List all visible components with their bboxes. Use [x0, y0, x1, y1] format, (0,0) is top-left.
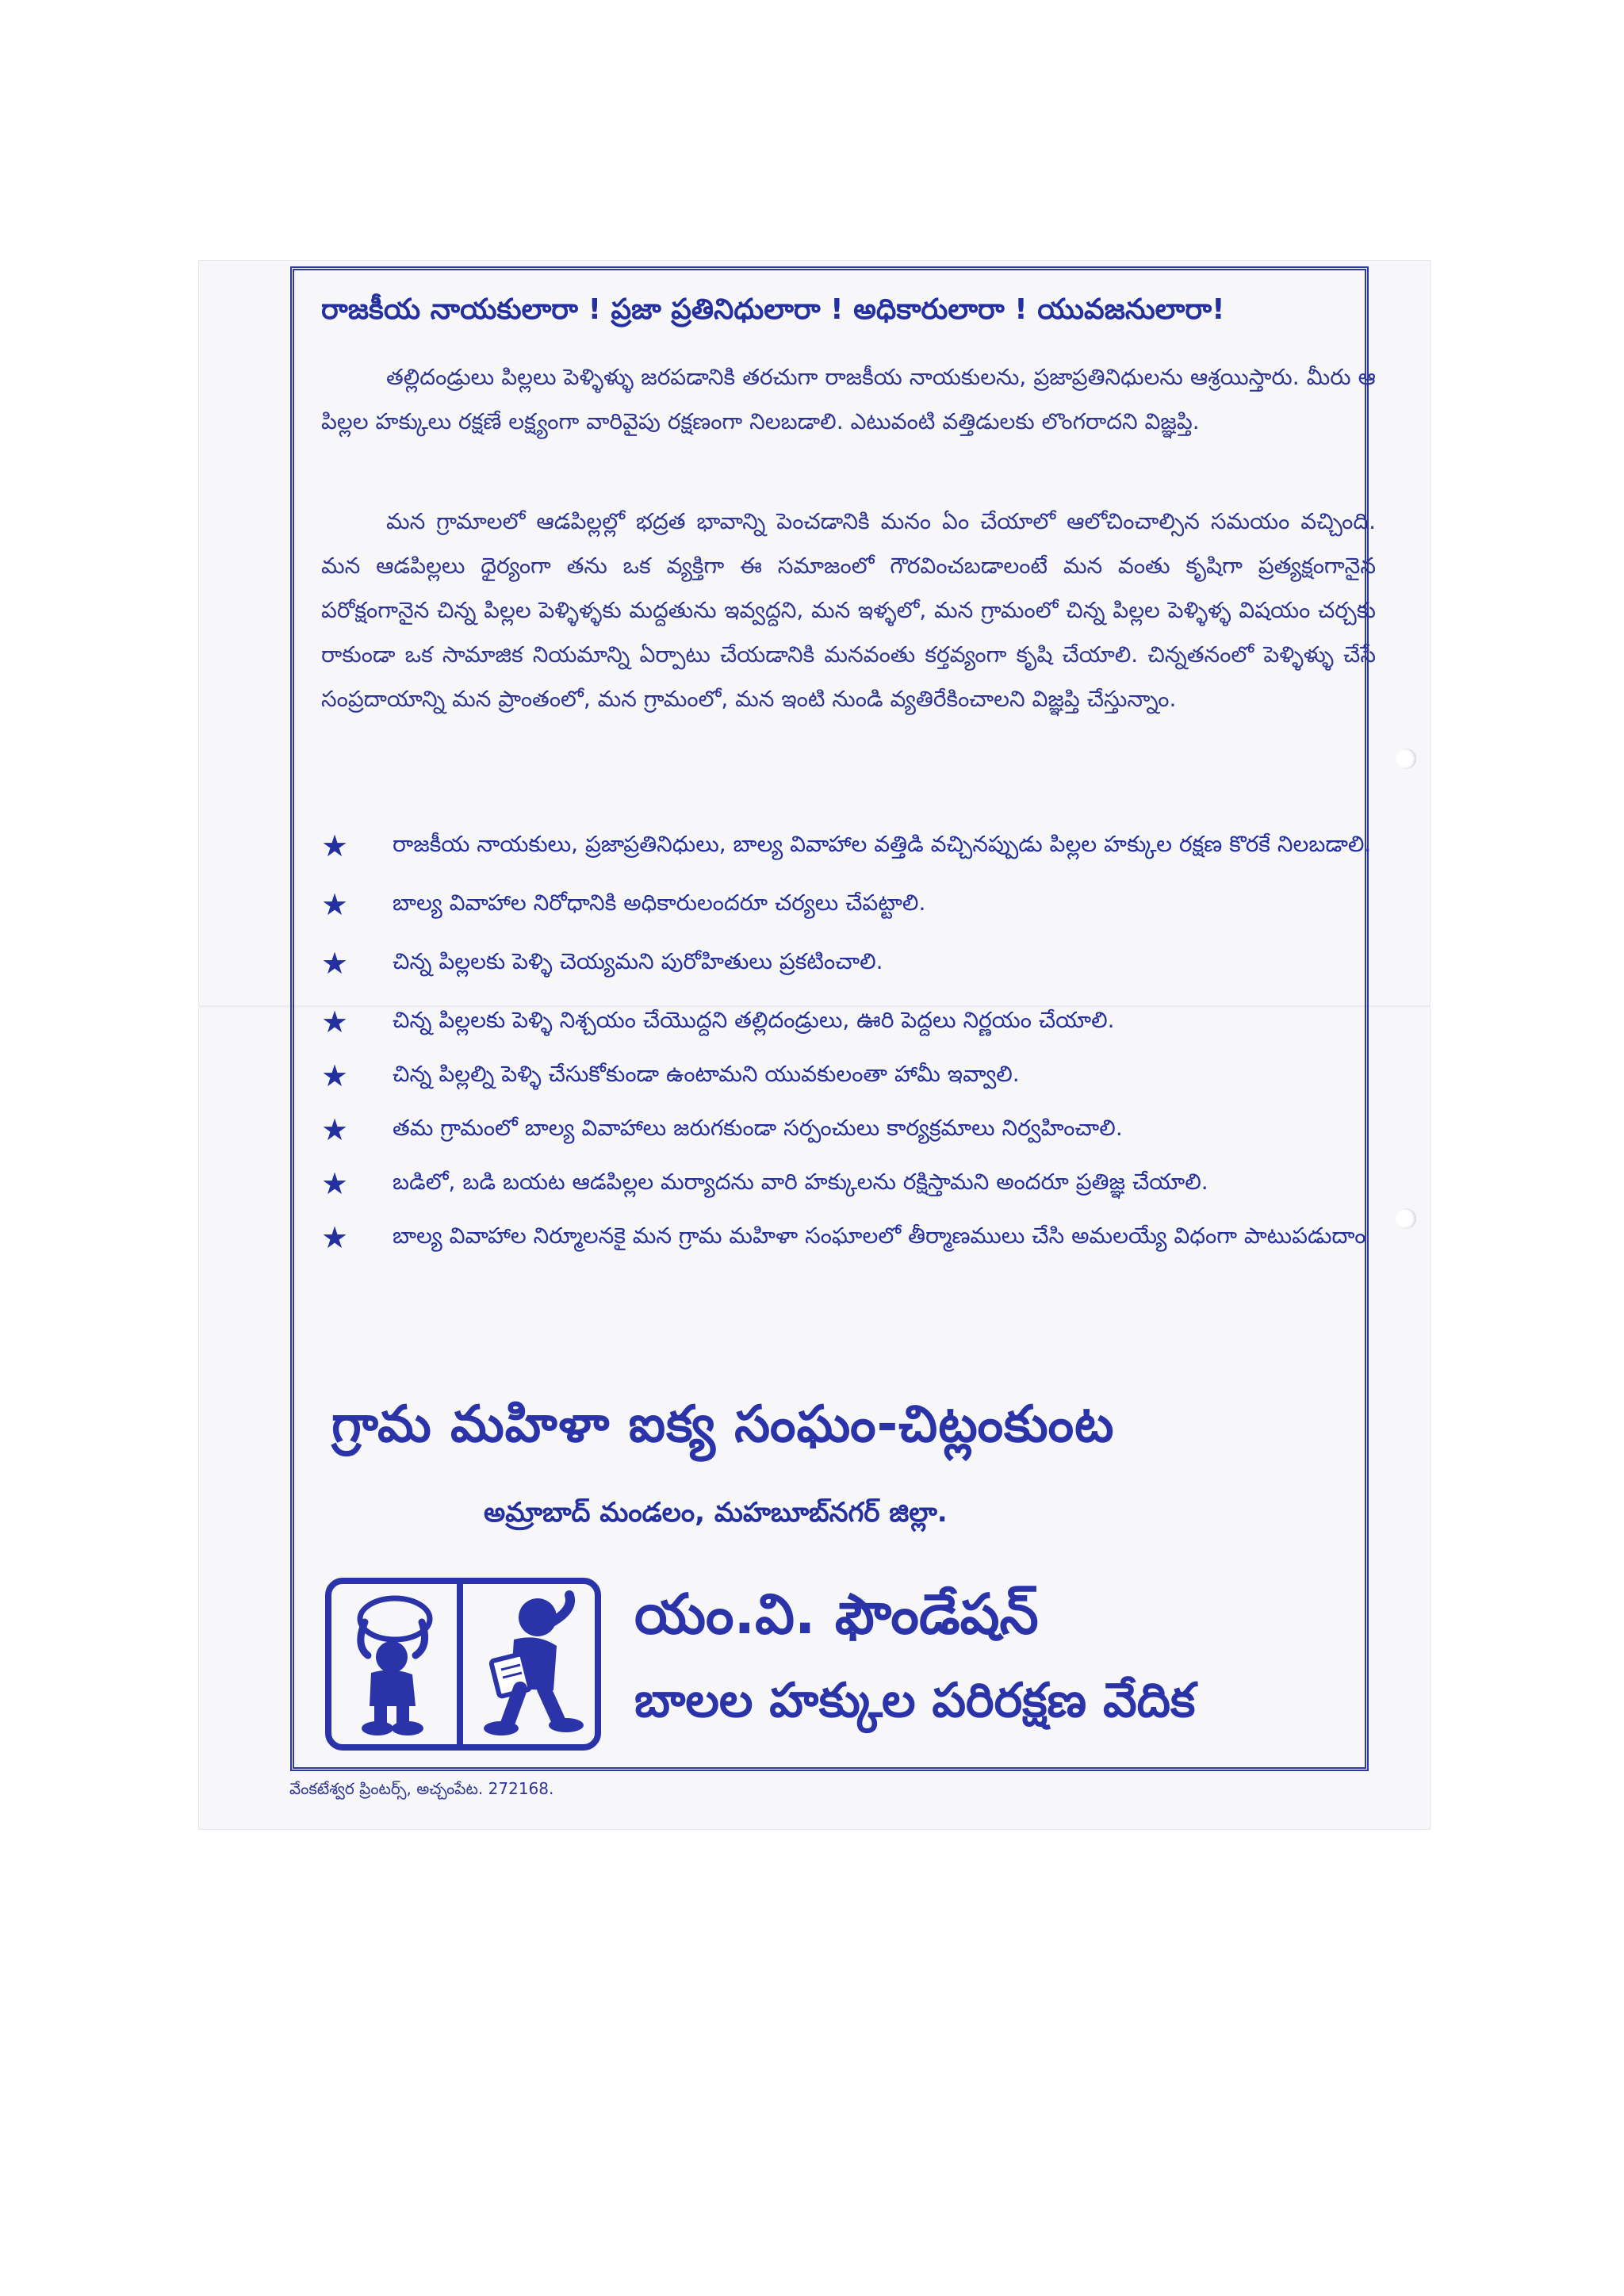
- list-item-text: రాజకీయ నాయకులు, ప్రజాప్రతినిధులు, బాల్య వివాహాల వత్తిడి వచ్చినప్పుడు పిల్లల హక్కుల రక్షణ కొరకే నిలబడాలి.: [393, 831, 1372, 857]
- list-item: [321, 1162, 1376, 1202]
- star-icon: ★: [321, 1004, 349, 1039]
- star-icon: ★: [321, 1058, 349, 1093]
- demands-list: [321, 825, 1376, 1275]
- list-item-text: బడిలో, బడి బయట ఆడపిల్లల మర్యాదను వారి హక్కులను రక్షిస్తామని అందరూ ప్రతిజ్ఞ చేయాలి.: [393, 1169, 1208, 1195]
- child-with-book-icon: [465, 1590, 592, 1741]
- organization-address: అమ్రాబాద్ మండలం, మహబూబ్‌నగర్ జిల్లా.: [484, 1497, 948, 1529]
- list-item: [321, 1216, 1376, 1256]
- star-icon: ★: [321, 1220, 349, 1255]
- list-item: [321, 1054, 1376, 1094]
- star-icon: ★: [321, 946, 349, 981]
- forum-name: బాలల హక్కుల పరిరక్షణ వేదిక: [634, 1673, 1196, 1728]
- child-carrying-load-icon: [333, 1590, 452, 1741]
- star-icon: ★: [321, 1112, 349, 1147]
- star-icon: ★: [321, 1166, 349, 1201]
- list-item-text: చిన్న పిల్లలకు పెళ్ళి నిశ్చయం చేయొద్దని తల్లిదండ్రులు, ఊరి పెద్దలు నిర్ణయం చేయాలి.: [393, 1007, 1115, 1033]
- organization-heading: గ్రామ మహిళా ఐక్య సంఘం-చిట్లంకుంట: [331, 1395, 1115, 1454]
- star-icon: ★: [321, 828, 349, 863]
- notice-title: రాజకీయ నాయకులారా ! ప్రజా ప్రతినిధులారా ! అధికారులారా ! యువజనులారా!: [321, 293, 1225, 326]
- punch-hole-top: [1396, 748, 1416, 769]
- foundation-name: యం.వి. ఫౌండేషన్: [634, 1582, 1039, 1647]
- appeal-paragraph: మన గ్రామాలలో ఆడపిల్లల్లో భద్రత భావాన్ని పెంచడానికి మనం ఏం చేయాలో ఆలోచించాల్సిన సమయం వచ్చింది. మన ఆడపిల్లలు ధైర్యంగా తను ఒక వ్యక్తిగా ఈ సమాజంలో గౌరవించబడాలంటే మన వంతు కృషిగా ప్రత్యక్షంగానైన పరోక్షంగానైన చిన్న పిల్లల పెళ్ళిళ్ళకు మద్దతును ఇవ్వద్దని, మన ఇళ్ళలో, మన గ్రామంలో చిన్న పిల్లల పెళ్ళిళ్ళ విషయం చర్చకు రాకుండా ఒక సామాజిక నియమాన్ని ఏర్పాటు చేయడానికి మనవంతు కర్తవ్యంగా కృషి చేయాలి. చిన్నతనంలో పెళ్ళిళ్ళు చేసే సంప్రదాయాన్ని మన ప్రాంతంలో, మన గ్రామంలో, మన ఇంటి నుండి వ్యతిరేకించాలని విజ్ఞప్తి చేస్తున్నాం.: [321, 508, 1376, 712]
- list-item: [321, 883, 1376, 923]
- punch-hole-bottom: [1396, 1208, 1416, 1229]
- intro-paragraph: తల్లిదండ్రులు పిల్లలు పెళ్ళిళ్ళు జరపడానికి తరచుగా రాజకీయ నాయకులను, ప్రజాప్రతినిధులను ఆశ్రయిస్తారు. మీరు ఆ పిల్లల హక్కులు రక్షణే లక్ష్యంగా వారివైపు రక్షణంగా నిలబడాలి. ఎటువంటి వత్తిడులకు లొంగరాదని విజ్ఞప్తి.: [321, 364, 1376, 434]
- list-item-text: తమ గ్రామంలో బాల్య వివాహాలు జరుగకుండా సర్పంచులు కార్యక్రమాలు నిర్వహించాలి.: [393, 1115, 1123, 1141]
- list-item: [321, 825, 1376, 864]
- list-item: [321, 1108, 1376, 1148]
- list-item-text: చిన్న పిల్లలకు పెళ్ళి చెయ్యమని పురోహితులు ప్రకటించాలి.: [393, 948, 883, 974]
- foundation-logo: [325, 1578, 601, 1751]
- list-item-text: బాల్య వివాహాల నిర్మూలనకై మన గ్రామ మహిళా సంఘాలలో తీర్మాణములు చేసి అమలయ్యే విధంగా పాటుపడుదాం: [393, 1223, 1366, 1249]
- star-icon: ★: [321, 887, 349, 922]
- list-item-text: చిన్న పిల్లల్ని పెళ్ళి చేసుకోకుండా ఉంటామని యువకులంతా హామీ ఇవ్వాలి.: [393, 1061, 1020, 1087]
- list-item-text: బాల్య వివాహాల నిరోధానికి అధికారులందరూ చర్యలు చేపట్టాలి.: [393, 890, 926, 916]
- logo-divider: [457, 1584, 463, 1744]
- list-item: [321, 1001, 1376, 1040]
- list-item: [321, 942, 1376, 982]
- printer-credit: వేంకటేశ్వర ప్రింటర్స్, అచ్చంపేట. 272168.: [289, 1779, 554, 1798]
